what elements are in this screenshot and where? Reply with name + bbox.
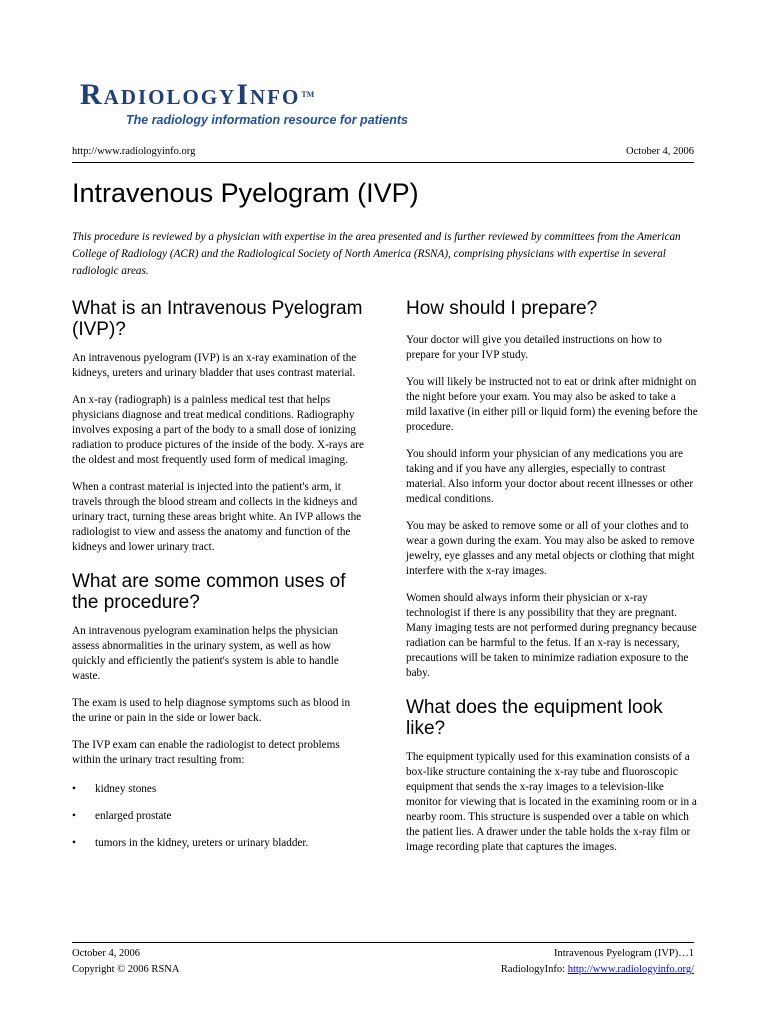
paragraph: An intravenous pyelogram examination helps the physician assess abnormalities in the urinary system, as well as how quickly and efficiently the patient's system is able to handle waste. bbox=[72, 625, 339, 682]
header-row bbox=[72, 146, 694, 157]
list-item: • kidney stones bbox=[72, 783, 157, 795]
paragraph: You may be asked to remove some or all of your clothes and to wear a gown during the exam. You may also be asked to remove jewelry, eye glasses and any metal objects or clothing that might interfere with the x-ray images. bbox=[406, 520, 695, 577]
paragraph: You will likely be instructed not to eat or drink after midnight on the night before your exam. You may also be asked to take a mild laxative (in either pill or liquid form) the evening before the procedure. bbox=[406, 376, 698, 433]
footer-rule bbox=[72, 942, 694, 943]
logo-title: RadiologyInfo bbox=[80, 78, 301, 111]
paragraph: Your doctor will give you detailed instructions on how to prepare for your IVP study. bbox=[406, 334, 662, 361]
footer-left bbox=[72, 946, 179, 978]
footer-site-label: RadiologyInfo: bbox=[500, 964, 568, 975]
footer-date: October 4, 2006 bbox=[72, 948, 140, 959]
paragraph: When a contrast material is injected into the patient's arm, it travels through the blood stream and collects in the kidneys and urinary tract, turning these areas bright white. An IVP allows the radiologist to view and assess the anatomy and function of the kidneys and lower urinary tract. bbox=[72, 481, 362, 553]
paragraph: The exam is used to help diagnose symptoms such as blood in the urine or pain in the side or lower back. bbox=[72, 697, 351, 724]
footer-link[interactable]: http://www.radiologyinfo.org/ bbox=[567, 964, 694, 975]
header-rule bbox=[72, 162, 694, 163]
page-title: Intravenous Pyelogram (IVP) bbox=[72, 178, 419, 208]
section-heading-equipment: What does the equipment look like? bbox=[406, 697, 663, 739]
section-heading-common-uses: What are some common uses of the procedure? bbox=[72, 571, 346, 613]
logo-tagline: The radiology information resource for patients bbox=[126, 113, 408, 127]
right-column bbox=[406, 298, 698, 867]
section-heading-prepare: How should I prepare? bbox=[406, 298, 598, 319]
paragraph: The equipment typically used for this examination consists of a box-like structure containing the x-ray tube and fluoroscopic equipment that sends the x-ray images to a television-like monitor for viewing that is located in the examining room or in a nearby room. This structure is suspended over a table on which the patient lies. A drawer under the table holds the x-ray film or image recording plate that captures the images. bbox=[406, 751, 697, 853]
header-url[interactable]: http://www.radiologyinfo.org bbox=[72, 146, 196, 157]
footer-right bbox=[501, 946, 694, 978]
paragraph: An intravenous pyelogram (IVP) is an x-ray examination of the kidneys, ureters and urinary bladder that uses contrast material. bbox=[72, 352, 357, 379]
list-item: • tumors in the kidney, ureters or urinary bladder. bbox=[72, 837, 309, 849]
paragraph: Women should always inform their physician or x-ray technologist if there is any possibility that they are pregnant. Many imaging tests are not performed during pregnancy because radiation can be harmful to the fetus. If an x-ray is necessary, precautions will be taken to minimize radiation exposure to the baby. bbox=[406, 592, 697, 679]
conditions-list bbox=[72, 782, 364, 851]
radiologyinfo-logo bbox=[80, 78, 408, 127]
paragraph: An x-ray (radiograph) is a painless medical test that helps physicians diagnose and treat medical conditions. Radiography involves exposing a part of the body to a small dose of ionizing radiation to produce pictures of the inside of the body. X-rays are the oldest and most frequently used form of medical imaging. bbox=[72, 394, 364, 466]
logo-trademark: TM bbox=[301, 90, 315, 99]
bullet-icon: • bbox=[72, 783, 76, 795]
review-note: This procedure is reviewed by a physician with expertise in the area presented and is further reviewed by committees from the American College of Radiology (ACR) and the Radiological Society of North America (RSNA), comprising physicians with expertise in several radiologic areas. bbox=[72, 231, 681, 277]
paragraph: The IVP exam can enable the radiologist to detect problems within the urinary tract resulting from: bbox=[72, 739, 340, 766]
section-heading-what-is-ivp: What is an Intravenous Pyelogram (IVP)? bbox=[72, 298, 363, 340]
header-date: October 4, 2006 bbox=[626, 146, 694, 157]
list-item: • enlarged prostate bbox=[72, 810, 172, 822]
footer-copyright: Copyright © 2006 RSNA bbox=[72, 964, 180, 975]
bullet-icon: • bbox=[72, 837, 76, 849]
paragraph: You should inform your physician of any medications you are taking and if you have any allergies, especially to contrast material. Also inform your doctor about recent illnesses or other medical conditions. bbox=[406, 448, 694, 505]
left-column bbox=[72, 298, 364, 863]
bullet-icon: • bbox=[72, 810, 76, 822]
footer-page-label: Intravenous Pyelogram (IVP)…1 bbox=[554, 948, 694, 959]
